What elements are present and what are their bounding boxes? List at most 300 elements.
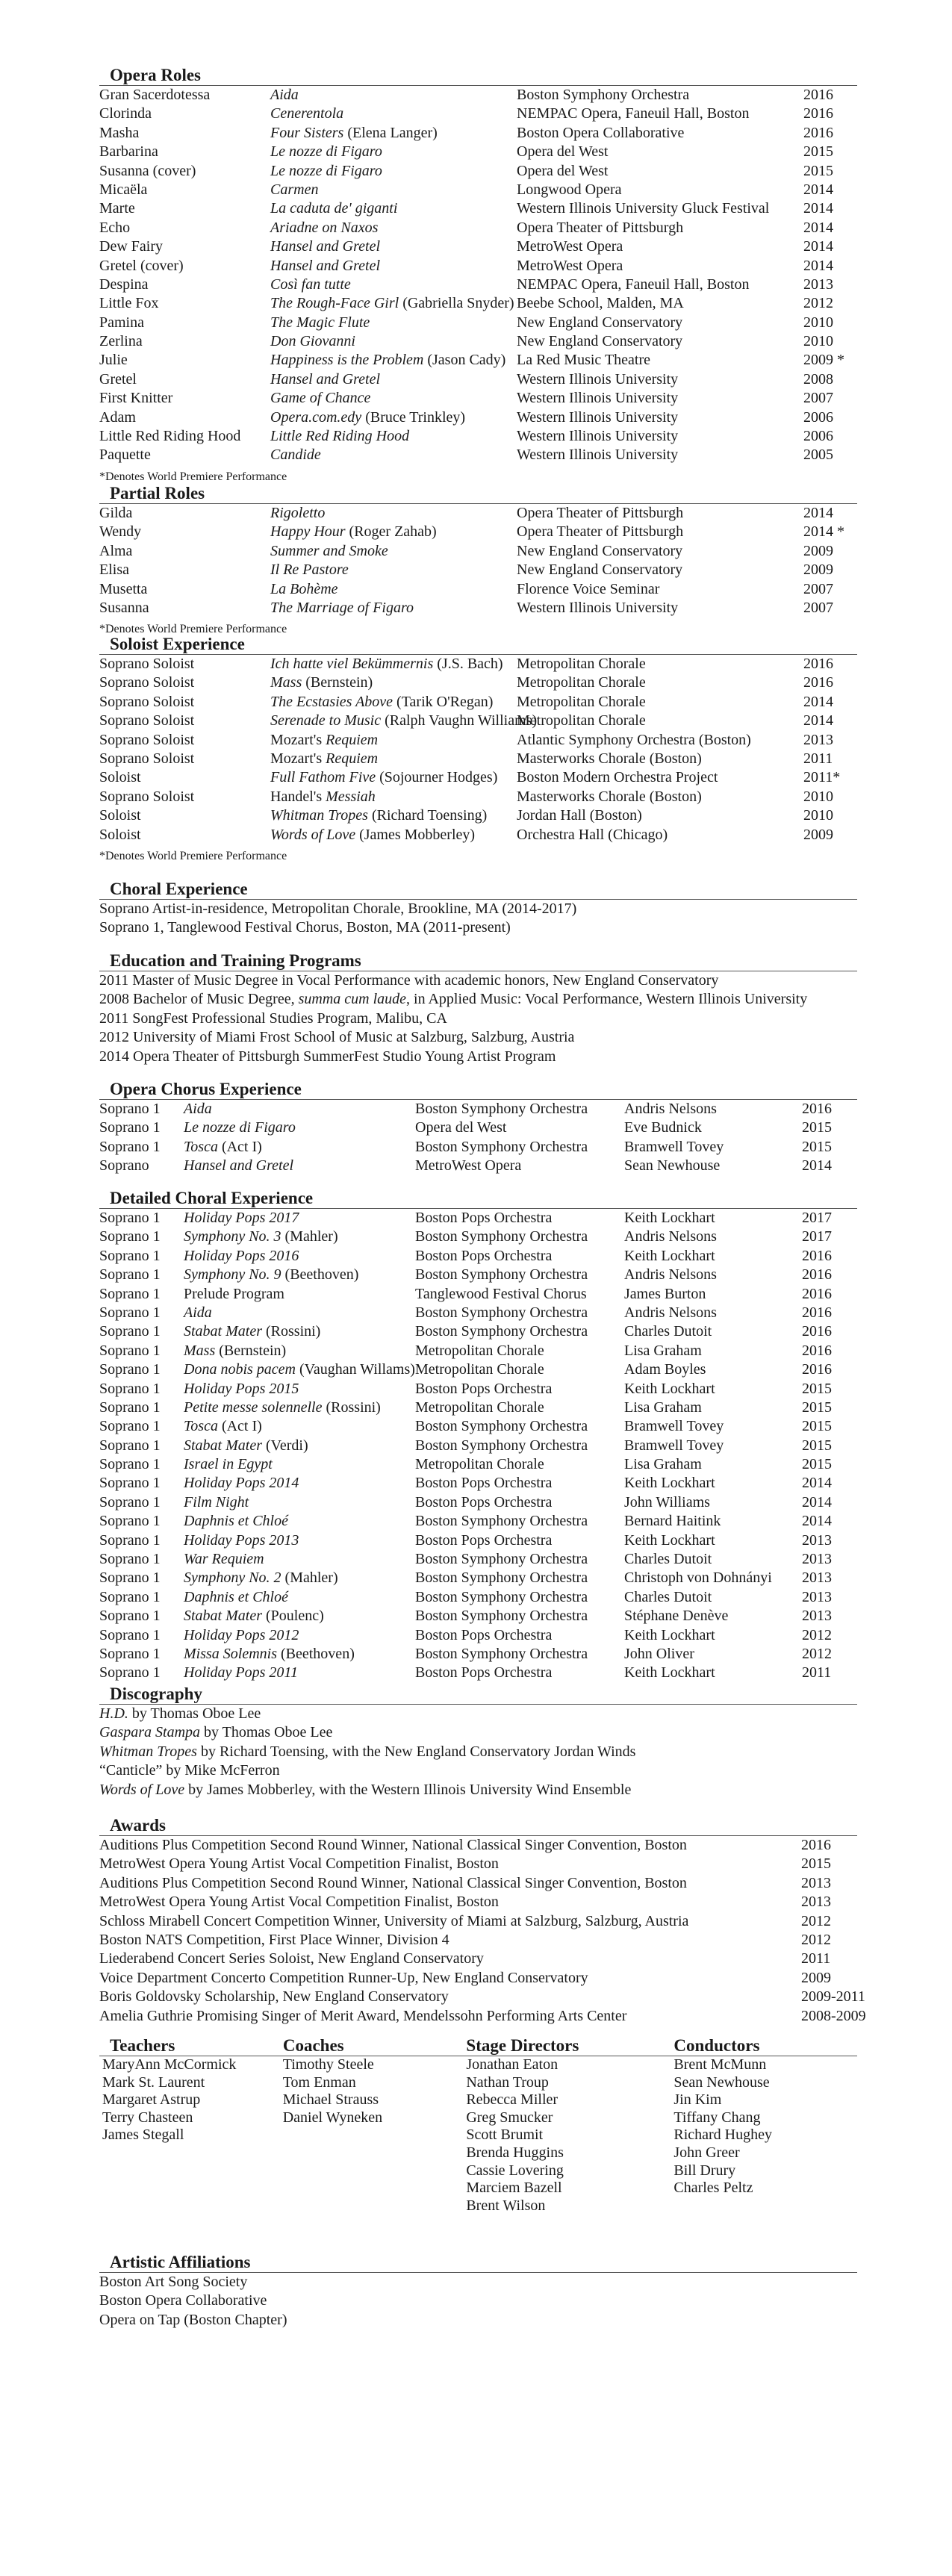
award-row — [99, 1988, 865, 2006]
role-cell: Julie — [99, 352, 128, 369]
table-row — [99, 124, 857, 143]
venue-cell: New England Conservatory — [517, 333, 683, 350]
voice-part-cell: Soprano 1 — [99, 1493, 161, 1511]
work-title: Daphnis et Chloé — [184, 1513, 288, 1530]
table-row — [99, 257, 857, 276]
conductor-name: John Greer — [673, 2144, 740, 2161]
work-title: Israel in Egypt — [184, 1456, 273, 1473]
award-row — [99, 1912, 857, 1931]
work-title: Carmen — [270, 181, 319, 198]
teacher-name: Terry Chasteen — [102, 2109, 193, 2126]
affiliations-list — [99, 2273, 857, 2330]
mentors-columns — [99, 2056, 857, 2215]
work-cell — [270, 788, 517, 806]
year-cell: 2016 — [802, 1304, 832, 1321]
work-cell — [184, 1437, 415, 1455]
venue-cell: Western Illinois University — [517, 390, 679, 407]
award-text: MetroWest Opera Young Artist Vocal Competition Finalist, Boston — [99, 1855, 499, 1873]
year-cell: 2012 — [803, 295, 833, 312]
work-cell — [184, 1531, 415, 1550]
work-title: Requiem — [326, 731, 379, 748]
ensemble-cell: Boston Pops Orchestra — [415, 1475, 553, 1492]
ensemble-cell: Boston Symphony Orchestra — [415, 1569, 588, 1587]
ensemble-cell: Opera del West — [415, 1119, 507, 1136]
year-cell: 2013 — [803, 731, 833, 748]
stage-director-name: Rebecca Miller — [466, 2091, 559, 2109]
work-title: Hansel and Gretel — [270, 370, 381, 388]
role-cell: Little Red Riding Hood — [99, 428, 241, 445]
year-cell: 2009 — [803, 542, 833, 559]
work-cell — [184, 1100, 415, 1119]
venue-cell: New England Conservatory — [517, 542, 683, 559]
venue-cell: Western Illinois University — [517, 599, 679, 616]
work-title: Words of Love — [270, 826, 356, 843]
conductors-list — [673, 2056, 857, 2215]
work-cell — [184, 1322, 415, 1341]
conductors-heading: Conductors — [673, 2036, 760, 2055]
teacher-name: James Stegall — [102, 2127, 184, 2144]
venue-cell: Masterworks Chorale (Boston) — [517, 750, 702, 767]
table-row — [99, 446, 857, 464]
premiere-note: *Denotes World Premiere Performance — [99, 849, 287, 862]
ensemble-cell: Metropolitan Chorale — [415, 1361, 544, 1378]
voice-part-cell: Soprano 1 — [99, 1361, 161, 1378]
table-row — [99, 1664, 857, 1682]
recording-detail: by Richard Toensing, with the New England Conservatory Jordan Winds — [196, 1743, 636, 1760]
recording-title: Words of Love — [99, 1781, 185, 1798]
section-heading: Artistic Affiliations — [110, 2253, 251, 2271]
recording-title: H.D. — [99, 1705, 128, 1722]
education-text: 2011 SongFest Professional Studies Program, Malibu, CA — [99, 1009, 447, 1027]
work-title: Hansel and Gretel — [270, 238, 381, 255]
table-row — [99, 143, 857, 161]
conductor-cell: Andris Nelsons — [624, 1304, 717, 1321]
conductor-name: Jin Kim — [673, 2091, 722, 2109]
venue-cell: Western Illinois University — [517, 447, 679, 464]
teacher-name: MaryAnn McCormick — [102, 2056, 237, 2073]
conductor-cell: Andris Nelsons — [624, 1101, 717, 1117]
work-title: Stabat Mater — [184, 1323, 262, 1340]
year-cell: 2013 — [802, 1569, 832, 1587]
voice-part-cell: Soprano 1 — [99, 1323, 161, 1340]
conductor-cell: Keith Lockhart — [624, 1475, 715, 1492]
work-cell — [184, 1247, 415, 1266]
stage-director-name: Cassie Lovering — [466, 2162, 564, 2179]
table-row — [99, 294, 857, 313]
work-title: Hansel and Gretel — [270, 257, 381, 274]
year-cell: 2017 — [802, 1228, 832, 1245]
year-cell: 2016 — [802, 1101, 832, 1117]
work-cell — [270, 332, 517, 351]
year-cell: 2014 — [803, 219, 833, 236]
table-row — [99, 655, 857, 673]
role-cell: Soloist — [99, 769, 141, 786]
year-cell: 2012 — [802, 1626, 832, 1643]
work-cell — [270, 276, 517, 294]
work-detail: (J.S. Bach) — [433, 656, 503, 672]
premiere-note: *Denotes World Premiere Performance — [99, 623, 287, 636]
year-cell: 2011 — [803, 750, 833, 767]
conductor-cell: Bramwell Tovey — [624, 1418, 724, 1435]
work-title: Candide — [270, 447, 321, 464]
table-row — [99, 599, 857, 617]
table-row — [99, 219, 857, 237]
table-row — [99, 1380, 857, 1399]
table-row — [99, 1399, 857, 1417]
year-cell: 2009 * — [803, 352, 844, 369]
conductor-cell: Charles Dutoit — [624, 1323, 712, 1340]
work-detail: (Roger Zahab) — [345, 523, 437, 541]
affiliation-item: Boston Opera Collaborative — [99, 2292, 267, 2309]
ensemble-cell: Boston Pops Orchestra — [415, 1531, 553, 1549]
work-title: The Ecstasies Above — [270, 693, 393, 710]
ensemble-cell: Boston Pops Orchestra — [415, 1247, 553, 1264]
recording-detail: by Thomas Oboe Lee — [200, 1724, 333, 1741]
table-row — [99, 427, 857, 446]
venue-cell: Orchestra Hall (Chicago) — [517, 826, 668, 843]
work-cell — [270, 314, 517, 332]
award-year: 2013 — [801, 1894, 831, 1911]
work-title: Cenerentola — [270, 105, 344, 122]
table-row — [99, 1607, 857, 1625]
award-text: Boris Goldovsky Scholarship, New England Conservatory — [99, 1988, 449, 2006]
work-cell — [270, 446, 517, 464]
table-row — [99, 1138, 857, 1157]
role-cell: Paquette — [99, 447, 151, 464]
venue-cell: Opera Theater of Pittsburgh — [517, 219, 684, 236]
premiere-note: *Denotes World Premiere Performance — [99, 470, 287, 483]
voice-part-cell: Soprano 1 — [99, 1645, 161, 1662]
work-cell — [270, 181, 517, 199]
education-text: 2011 Master of Music Degree in Vocal Performance with academic honors, New England Conservatory — [99, 972, 719, 989]
role-cell: Gretel (cover) — [99, 257, 184, 274]
conductor-cell: Keith Lockhart — [624, 1380, 715, 1397]
work-title: Le nozze di Figaro — [270, 162, 382, 179]
ensemble-cell: Metropolitan Chorale — [415, 1342, 544, 1359]
role-cell: Pamina — [99, 314, 144, 331]
work-title: Requiem — [326, 750, 379, 767]
venue-cell: Masterworks Chorale (Boston) — [517, 788, 702, 805]
table-row — [99, 105, 857, 123]
ensemble-cell: Boston Symphony Orchestra — [415, 1101, 588, 1117]
conductor-name: Bill Drury — [673, 2162, 736, 2179]
table-row — [99, 389, 857, 408]
year-cell: 2013 — [802, 1588, 832, 1605]
year-cell: 2017 — [802, 1210, 832, 1226]
table-row — [99, 712, 857, 730]
award-row — [99, 1836, 857, 1855]
year-cell: 2015 — [802, 1119, 832, 1136]
discography-list — [99, 1705, 857, 1799]
work-title: Stabat Mater — [184, 1437, 262, 1454]
conductor-cell: Adam Boyles — [624, 1361, 706, 1378]
education-text: 2014 Opera Theater of Pittsburgh SummerFest Studio Young Artist Program — [99, 1048, 556, 1065]
work-cell — [270, 294, 517, 313]
work-title: The Rough-Face Girl — [270, 295, 399, 312]
conductor-name: Charles Peltz — [673, 2180, 753, 2197]
work-cell — [270, 673, 517, 692]
affiliation-item: Opera on Tap (Boston Chapter) — [99, 2311, 287, 2328]
venue-cell: Opera Theater of Pittsburgh — [517, 505, 684, 521]
work-cell — [184, 1493, 415, 1512]
table-row — [99, 314, 857, 332]
work-detail: (Tarik O'Regan) — [393, 693, 494, 710]
table-row — [99, 504, 857, 523]
voice-part-cell: Soprano 1 — [99, 1513, 161, 1530]
ensemble-cell: Boston Pops Orchestra — [415, 1493, 553, 1511]
work-cell — [184, 1228, 415, 1246]
stage-director-name: Greg Smucker — [466, 2109, 553, 2126]
work-title: Aida — [184, 1101, 212, 1117]
resume-page — [99, 66, 866, 2335]
education-honor: summa cum laude — [298, 991, 407, 1008]
venue-cell: Boston Modern Orchestra Project — [517, 769, 718, 786]
role-cell: Susanna — [99, 599, 149, 616]
section-heading: Partial Roles — [110, 484, 205, 503]
venue-cell: Metropolitan Chorale — [517, 693, 646, 710]
detailed-choral-section — [99, 1189, 857, 1684]
work-cell — [270, 370, 517, 389]
award-row — [99, 1874, 857, 1893]
coaches-list — [283, 2056, 467, 2215]
section-heading: Education and Training Programs — [110, 951, 361, 970]
discography-item — [99, 1761, 857, 1780]
voice-part-cell: Soprano 1 — [99, 1380, 161, 1397]
venue-cell: Boston Symphony Orchestra — [517, 87, 690, 103]
award-year: 2016 — [801, 1837, 831, 1853]
award-year: 2012 — [801, 1912, 831, 1929]
work-cell — [270, 599, 517, 617]
education-section — [99, 951, 857, 1080]
work-detail: (Jason Cady) — [423, 352, 506, 369]
work-detail: (Sojourner Hodges) — [376, 769, 498, 786]
work-title: Il Re Pastore — [270, 561, 349, 579]
voice-part-cell: Soprano 1 — [99, 1569, 161, 1587]
work-detail: (Mahler) — [281, 1228, 338, 1245]
role-cell: Elisa — [99, 561, 129, 579]
work-cell — [270, 523, 517, 541]
discography-item — [99, 1743, 857, 1761]
work-title: Holiday Pops 2016 — [184, 1247, 299, 1264]
voice-part-cell: Soprano 1 — [99, 1418, 161, 1435]
year-cell: 2015 — [802, 1138, 832, 1155]
coach-name: Daniel Wyneken — [282, 2109, 383, 2126]
ensemble-cell: Boston Symphony Orchestra — [415, 1323, 588, 1340]
work-title: Symphony No. 9 — [184, 1266, 281, 1284]
work-title: La caduta de' giganti — [270, 200, 398, 217]
voice-part-cell: Soprano 1 — [99, 1588, 161, 1605]
table-row — [99, 199, 857, 218]
year-cell: 2014 — [802, 1475, 832, 1492]
stage-director-name: Jonathan Eaton — [466, 2056, 559, 2073]
conductor-cell: Sean Newhouse — [624, 1157, 721, 1175]
opera-roles-table — [99, 86, 857, 465]
role-cell: Soprano Soloist — [99, 656, 195, 672]
work-cell — [270, 237, 517, 256]
year-cell: 2014 * — [803, 523, 844, 541]
voice-part-cell: Soprano 1 — [99, 1664, 161, 1681]
work-cell — [270, 427, 517, 446]
year-cell: 2016 — [802, 1342, 832, 1359]
venue-cell: New England Conservatory — [517, 314, 683, 331]
year-cell: 2016 — [802, 1361, 832, 1378]
conductor-name: Sean Newhouse — [673, 2073, 770, 2091]
award-text: Voice Department Concerto Competition Runner-Up, New England Conservatory — [99, 1969, 588, 1986]
work-title: Stabat Mater — [184, 1608, 262, 1625]
work-cell — [270, 750, 517, 768]
award-year: 2012 — [801, 1931, 831, 1948]
education-item — [99, 1048, 857, 1066]
conductor-cell: Stéphane Denève — [624, 1608, 729, 1625]
award-text: Liederabend Concert Series Soloist, New England Conservatory — [99, 1950, 484, 1967]
conductor-cell: Keith Lockhart — [624, 1210, 715, 1226]
work-cell — [184, 1138, 415, 1157]
ensemble-cell: Boston Symphony Orchestra — [415, 1608, 588, 1625]
year-cell: 2013 — [802, 1531, 832, 1549]
conductor-cell: Andris Nelsons — [624, 1266, 717, 1284]
award-year: 2011 — [801, 1950, 831, 1967]
table-row — [99, 826, 857, 844]
education-text: , in Applied Music: Vocal Performance, Western Illinois University — [406, 991, 808, 1008]
role-cell: Soloist — [99, 826, 141, 843]
year-cell: 2014 — [803, 200, 833, 217]
ensemble-cell: Tanglewood Festival Chorus — [415, 1285, 587, 1302]
section-heading: Detailed Choral Experience — [110, 1189, 314, 1207]
role-cell: Soprano Soloist — [99, 788, 195, 805]
work-cell — [270, 712, 538, 730]
ensemble-cell: MetroWest Opera — [415, 1157, 522, 1175]
year-cell: 2015 — [802, 1456, 832, 1473]
table-row — [99, 1266, 857, 1284]
work-title: Petite messe solennelle — [184, 1399, 323, 1416]
discography-item — [99, 1705, 857, 1723]
work-cell — [270, 219, 517, 237]
venue-cell: Metropolitan Chorale — [517, 712, 646, 729]
venue-cell: Longwood Opera — [517, 181, 622, 198]
year-cell: 2016 — [802, 1323, 832, 1340]
work-title: Opera.com.edy — [270, 408, 362, 426]
venue-cell: NEMPAC Opera, Faneuil Hall, Boston — [517, 276, 750, 293]
section-heading: Discography — [110, 1684, 202, 1703]
work-detail: (Richard Toensing) — [367, 807, 488, 824]
ensemble-cell: Boston Symphony Orchestra — [415, 1588, 588, 1605]
work-title: Happy Hour — [270, 523, 346, 541]
work-title: Don Giovanni — [270, 333, 355, 350]
conductor-cell: Keith Lockhart — [624, 1531, 715, 1549]
work-title: Symphony No. 3 — [184, 1228, 281, 1245]
work-detail: (Beethoven) — [281, 1266, 359, 1284]
work-detail: (Ralph Vaughn Williams) — [381, 712, 538, 729]
work-title: Holiday Pops 2012 — [184, 1626, 299, 1643]
ensemble-cell: Boston Pops Orchestra — [415, 1210, 553, 1226]
work-detail: (Bruce Trinkley) — [361, 408, 466, 426]
award-text: Auditions Plus Competition Second Round Winner, National Classical Singer Convention, Boston — [99, 1874, 687, 1891]
table-row — [99, 351, 857, 370]
role-cell: Dew Fairy — [99, 238, 163, 255]
table-row — [99, 561, 857, 579]
work-cell — [184, 1455, 415, 1474]
coach-name: Tom Enman — [282, 2073, 356, 2091]
award-text: Amelia Guthrie Promising Singer of Merit Award, Mendelssohn Performing Arts Center — [99, 2007, 627, 2024]
voice-part-cell: Soprano 1 — [99, 1266, 161, 1284]
ensemble-cell: Metropolitan Chorale — [415, 1456, 544, 1473]
year-cell: 2015 — [802, 1437, 832, 1454]
work-detail: (Rossini) — [262, 1323, 321, 1340]
soloist-table — [99, 655, 857, 844]
conductor-name: Tiffany Chang — [673, 2109, 761, 2126]
table-row — [99, 1322, 857, 1341]
role-cell: Marte — [99, 200, 135, 217]
conductor-cell: Lisa Graham — [624, 1399, 702, 1416]
education-list — [99, 971, 857, 1066]
year-cell: 2014 — [802, 1157, 832, 1175]
ensemble-cell: Boston Symphony Orchestra — [415, 1138, 588, 1155]
table-row — [99, 237, 857, 256]
role-cell: Soprano Soloist — [99, 674, 195, 691]
table-row — [99, 1455, 857, 1474]
work-detail: (Act I) — [217, 1418, 262, 1435]
year-cell: 2009 — [803, 826, 833, 843]
work-title: The Magic Flute — [270, 314, 370, 331]
voice-part-cell: Soprano 1 — [99, 1626, 161, 1643]
venue-cell: Beebe School, Malden, MA — [517, 295, 684, 312]
section-heading: Soloist Experience — [110, 635, 245, 653]
teachers-heading: Teachers — [110, 2036, 175, 2055]
award-year: 2008-2009 — [801, 2007, 866, 2024]
section-heading: Opera Roles — [110, 66, 202, 84]
detailed-choral-table — [99, 1209, 857, 1683]
year-cell: 2011 — [802, 1664, 832, 1681]
year-cell: 2016 — [802, 1266, 832, 1284]
role-cell: Soprano Soloist — [99, 693, 195, 710]
education-item — [99, 1009, 857, 1028]
role-cell: Echo — [99, 219, 131, 236]
role-cell: Despina — [99, 276, 149, 293]
work-title: Game of Chance — [270, 390, 371, 407]
work-title: Serenade to Music — [270, 712, 382, 729]
work-cell — [270, 389, 517, 408]
table-row — [99, 1512, 857, 1531]
role-cell: Clorinda — [99, 105, 152, 122]
year-cell: 2016 — [802, 1247, 832, 1264]
year-cell: 2013 — [802, 1608, 832, 1625]
ensemble-cell: Metropolitan Chorale — [415, 1399, 544, 1416]
table-row — [99, 1209, 857, 1228]
table-row — [99, 1100, 857, 1119]
work-cell — [184, 1157, 415, 1175]
teacher-name: Mark St. Laurent — [102, 2073, 205, 2091]
table-row — [99, 276, 857, 294]
work-detail: (Verdi) — [262, 1437, 308, 1454]
coaches-heading: Coaches — [282, 2036, 344, 2055]
award-year: 2009-2011 — [801, 1988, 865, 2006]
year-cell: 2015 — [802, 1399, 832, 1416]
opera-chorus-section — [99, 1080, 857, 1189]
work-title: Film Night — [184, 1493, 249, 1511]
section-heading: Awards — [110, 1816, 166, 1835]
role-cell: Micaëla — [99, 181, 148, 198]
awards-table — [99, 1836, 866, 2026]
year-cell: 2013 — [802, 1551, 832, 1568]
role-cell: Masha — [99, 124, 140, 141]
mentors-section — [99, 2036, 857, 2253]
role-cell: First Knitter — [99, 390, 173, 407]
table-row — [99, 1437, 857, 1455]
conductor-name: Richard Hughey — [673, 2127, 773, 2144]
conductor-cell: Lisa Graham — [624, 1342, 702, 1359]
award-text: MetroWest Opera Young Artist Vocal Competition Finalist, Boston — [99, 1894, 499, 1911]
year-cell: 2013 — [803, 276, 833, 293]
